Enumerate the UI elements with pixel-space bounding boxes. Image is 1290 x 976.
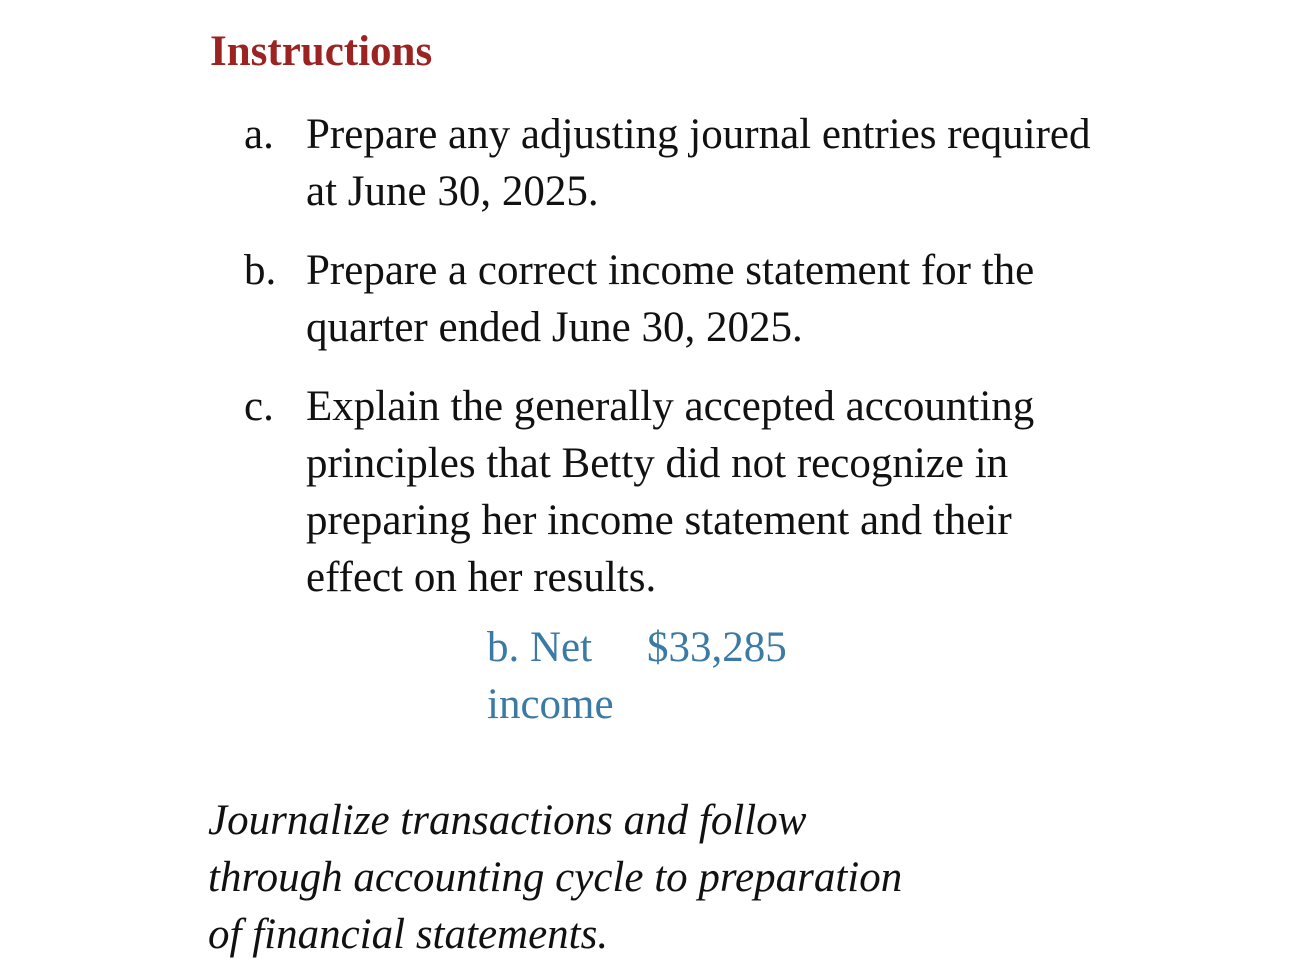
- instructions-list: [0, 106, 1290, 628]
- instructions-heading: Instructions: [210, 28, 433, 75]
- instruction-text: Prepare a correct income statement for the quarter ended June 30, 2025.: [306, 247, 1035, 351]
- learning-objective: Journalize transactions and follow through accounting cycle to preparation of financial statements.: [208, 797, 903, 958]
- instruction-item-b: [0, 242, 1290, 356]
- instruction-letter: c.: [244, 383, 274, 430]
- instruction-text: Prepare any adjusting journal entries required at June 30, 2025.: [306, 111, 1091, 215]
- instruction-text: Explain the generally accepted accounting principles that Betty did not recognize in preparing her income statement and their effect on her results.: [306, 383, 1035, 601]
- instruction-item-a: [0, 106, 1290, 220]
- instruction-item-c: [0, 378, 1290, 606]
- instruction-letter: a.: [244, 111, 274, 158]
- check-figure-label: b. Net income: [487, 624, 614, 728]
- check-figure: [487, 619, 787, 733]
- check-figure-value: $33,285: [647, 624, 787, 671]
- instruction-letter: b.: [244, 247, 277, 294]
